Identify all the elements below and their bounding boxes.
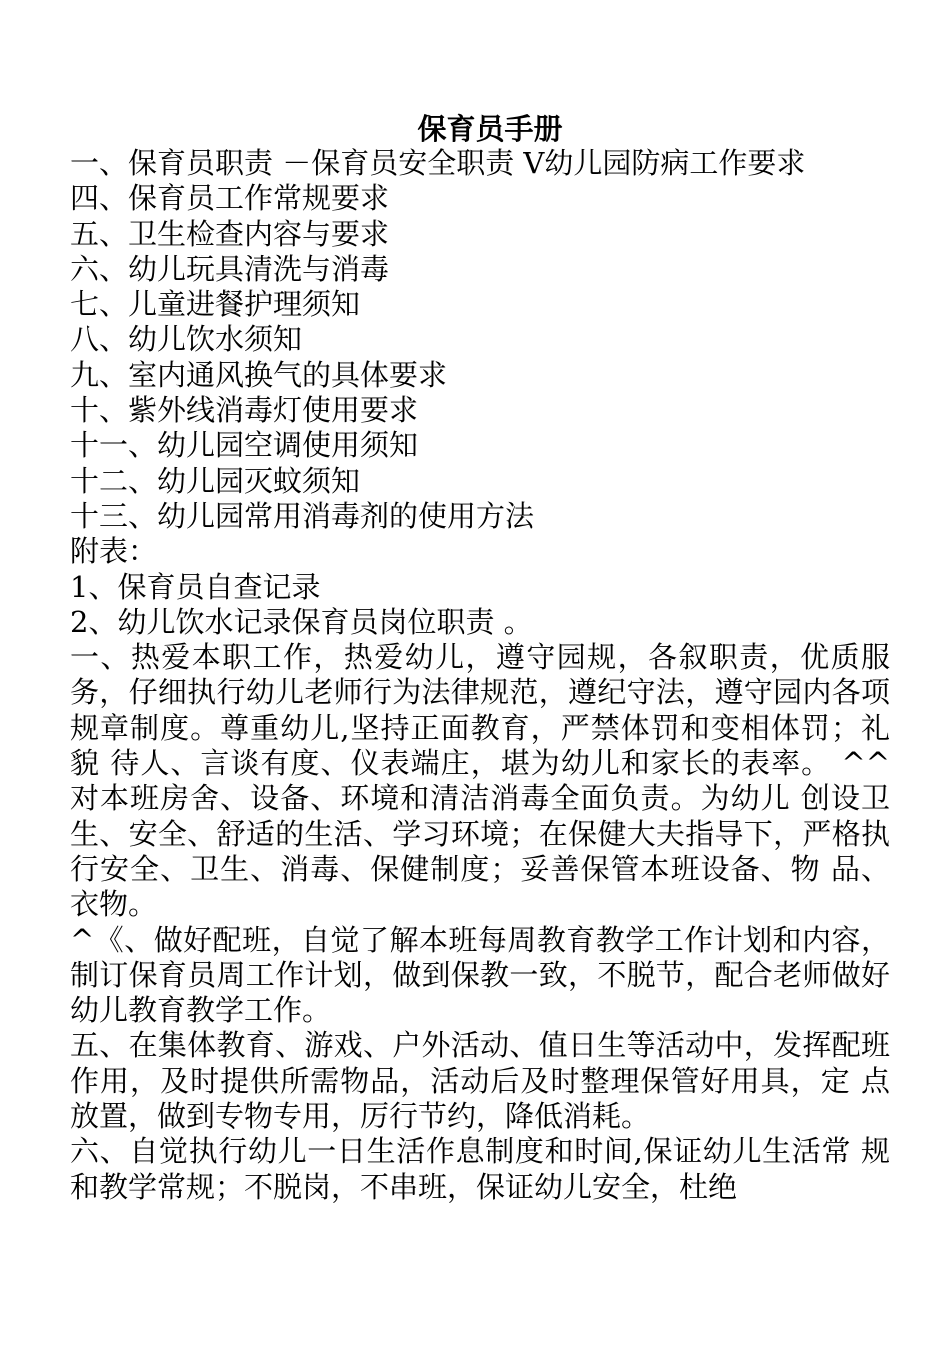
toc-item: 十三、幼儿园常用消毒剂的使用方法 — [70, 498, 535, 533]
body-paragraph: ^《、做好配班，自觉了解本班每周教育教学工作计划和内容， 制订保育员周工作计划，做到保教一致，不脱节，配合老师做好 幼儿教育教学工作。 — [70, 922, 890, 1028]
toc-item: 九、室内通风换气的具体要求 — [70, 357, 448, 392]
toc-item: 十二、幼儿园灭蚊须知 — [70, 463, 361, 498]
appendix-section — [70, 534, 890, 640]
toc-item: 八、幼儿饮水须知 — [70, 322, 303, 357]
toc-item: 五、卫生检查内容与要求 — [70, 216, 390, 251]
toc-item: 七、儿童进餐护理须知 — [70, 287, 361, 322]
appendix-heading: 附表： — [70, 534, 158, 569]
appendix-item: 1、保育员自查记录 — [70, 569, 321, 604]
appendix-item: 2、幼儿饮水记录保育员岗位职责 。 — [70, 604, 533, 639]
body-paragraph: 五、在集体教育、游戏、户外活动、值日生等活动中，发挥配班作用，及时提供所需物品，活动后及时整理保管好用具，定 点放置，做到专物专用，厉行节约，降低消耗。 — [70, 1028, 890, 1134]
body-text — [70, 640, 890, 1205]
body-paragraph: 一、热爱本职工作，热爱幼儿，遵守园规，各叙职责，优质服务，仔细执行幼儿老师行为法律规范，遵纪守法，遵守园内各项规章制度。尊重幼儿,坚持正面教育，严禁体罚和变相体罚；礼貌 待人、言谈有度、仪表端庄，堪为幼儿和家长的表率。 ^^对本班房舍、设备、环境和清洁消毒全面负责。为幼儿 创设卫生、安全、舒适的生活、学习环境；在保健大夫指导下，严格执行安全、卫生、消毒、保健制度；妥善保管本班设备、物 品、衣物。 — [70, 640, 890, 922]
toc-item: 六、幼儿玩具清洗与消毒 — [70, 251, 390, 286]
toc-item: 十、紫外线消毒灯使用要求 — [70, 393, 419, 428]
document-title: 保育员手册 — [417, 112, 563, 146]
toc-item: 十一、幼儿园空调使用须知 — [70, 428, 419, 463]
toc-item: 一、保育员职责 －保育员安全职责 V幼儿园防病工作要求 — [70, 146, 806, 180]
table-of-contents — [70, 146, 890, 534]
toc-item: 四、保育员工作常规要求 — [70, 181, 390, 216]
body-paragraph: 六、自觉执行幼儿一日生活作息制度和时间,保证幼儿生活常 规和教学常规；不脱岗，不串班，保证幼儿安全，杜绝 — [70, 1134, 890, 1204]
